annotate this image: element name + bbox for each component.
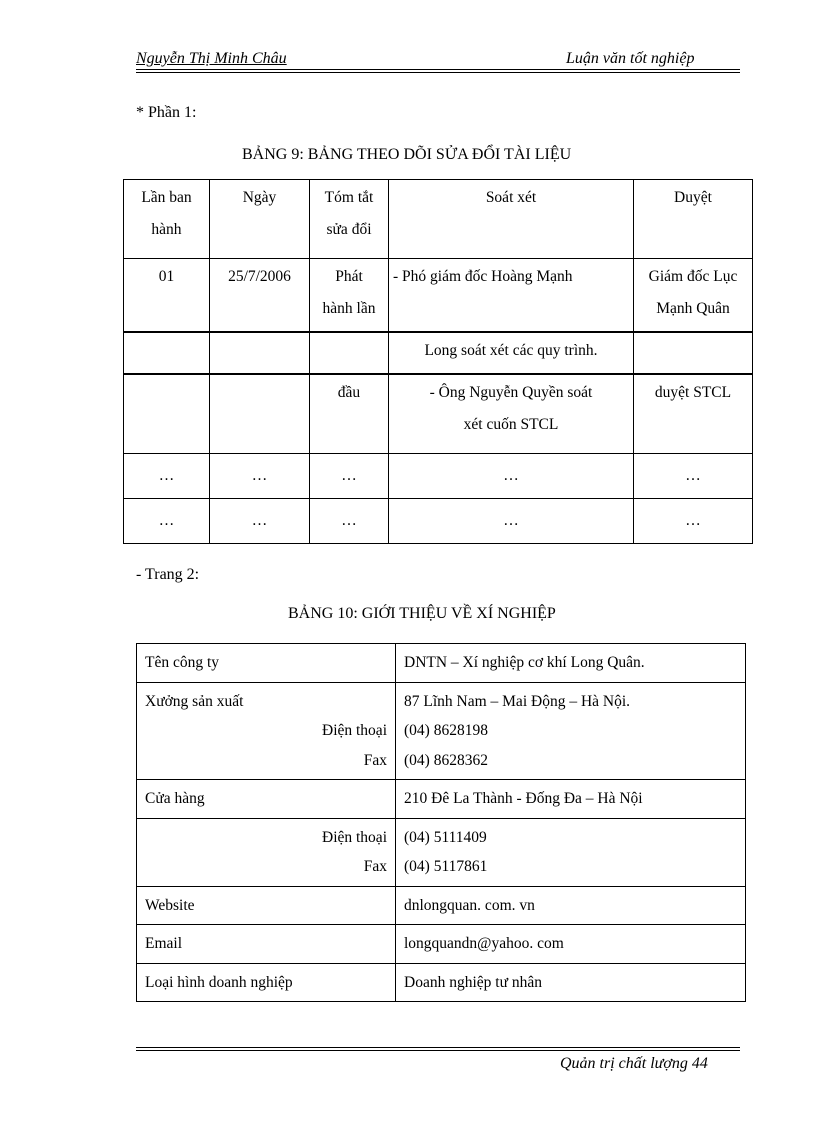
cell: Giám đốc Lục Mạnh Quân xyxy=(634,259,753,333)
table-row xyxy=(124,499,753,544)
business-type-value: Doanh nghiệp tư nhân xyxy=(396,963,746,1002)
table-row xyxy=(137,780,746,819)
cell: 25/7/2006 xyxy=(210,259,310,333)
header-approve: Duyệt xyxy=(634,180,753,259)
header-date: Ngày xyxy=(210,180,310,259)
table-10-title: BẢNG 10: GIỚI THIỆU VỀ XÍ NGHIỆP xyxy=(288,605,556,622)
store-contact-value-cell xyxy=(396,818,746,886)
table-row xyxy=(137,644,746,683)
table-header-row xyxy=(124,180,753,259)
table-row xyxy=(124,332,753,374)
table-row xyxy=(124,454,753,499)
cell: … xyxy=(310,454,389,499)
cell: - Phó giám đốc Hoàng Mạnh xyxy=(389,259,634,333)
business-type-label: Loại hình doanh nghiệp xyxy=(137,963,396,1002)
table-row xyxy=(124,374,753,454)
header-author: Nguyễn Thị Minh Châu xyxy=(136,50,287,67)
cell: … xyxy=(124,454,210,499)
workshop-value-cell xyxy=(396,682,746,780)
cell xyxy=(124,332,210,374)
store-fax-label: Fax xyxy=(363,858,387,875)
store-label: Cửa hàng xyxy=(137,780,396,819)
email-value: longquandn@yahoo. com xyxy=(396,925,746,964)
table-row xyxy=(137,886,746,925)
workshop-phone: (04) 8628198 xyxy=(404,722,488,739)
header-rule xyxy=(136,69,740,70)
cell: … xyxy=(634,499,753,544)
cell: Long soát xét các quy trình. xyxy=(389,332,634,374)
store-contact-label-cell xyxy=(137,818,396,886)
header-issue: Lần ban hành xyxy=(124,180,210,259)
table-row xyxy=(137,682,746,780)
footer-rule xyxy=(136,1050,740,1051)
table-row xyxy=(124,259,753,333)
store-phone: (04) 5111409 xyxy=(404,828,487,846)
website-label: Website xyxy=(137,886,396,925)
cell: … xyxy=(389,454,634,499)
cell xyxy=(210,374,310,454)
section-1-label: * Phần 1: xyxy=(136,104,197,121)
header-summary: Tóm tắt sửa đổi xyxy=(310,180,389,259)
footer-page-label: Quản trị chất lượng 44 xyxy=(560,1055,708,1072)
cell: Phát hành lần xyxy=(310,259,389,333)
store-address: 210 Đê La Thành - Đống Đa – Hà Nội xyxy=(396,780,746,819)
cell xyxy=(124,374,210,454)
email-label: Email xyxy=(137,925,396,964)
header-review: Soát xét xyxy=(389,180,634,259)
header-doc-type: Luận văn tốt nghiệp xyxy=(566,50,695,67)
workshop-fax: (04) 8628362 xyxy=(404,751,488,769)
cell: … xyxy=(210,499,310,544)
cell: duyệt STCL xyxy=(634,374,753,454)
workshop-fax-label: Fax xyxy=(363,751,387,769)
workshop-phone-label: Điện thoại xyxy=(322,722,387,739)
cell: … xyxy=(634,454,753,499)
section-2-label: - Trang 2: xyxy=(136,566,200,583)
cell: … xyxy=(310,499,389,544)
header-rule xyxy=(136,72,740,73)
table-9-title: BẢNG 9: BẢNG THEO DÕI SỬA ĐỔI TÀI LIỆU xyxy=(242,146,572,163)
cell xyxy=(634,332,753,374)
cell xyxy=(310,332,389,374)
footer-rule xyxy=(136,1047,740,1048)
revision-table xyxy=(123,179,753,544)
cell xyxy=(210,332,310,374)
table-row xyxy=(137,925,746,964)
cell: 01 xyxy=(124,259,210,333)
company-value: DNTN – Xí nghiệp cơ khí Long Quân. xyxy=(396,644,746,683)
cell: … xyxy=(210,454,310,499)
workshop-label: Xưởng sản xuất xyxy=(145,692,244,710)
workshop-address: 87 Lĩnh Nam – Mai Động – Hà Nội. xyxy=(404,692,631,710)
table-row xyxy=(137,818,746,886)
company-info-table xyxy=(136,643,746,1002)
store-fax: (04) 5117861 xyxy=(404,858,488,875)
cell: … xyxy=(124,499,210,544)
website-value: dnlongquan. com. vn xyxy=(396,886,746,925)
table-row xyxy=(137,963,746,1002)
cell: - Ông Nguyễn Quyền soát xét cuốn STCL xyxy=(389,374,634,454)
workshop-label-cell xyxy=(137,682,396,780)
cell: … xyxy=(389,499,634,544)
company-label: Tên công ty xyxy=(137,644,396,683)
store-phone-label: Điện thoại xyxy=(322,828,387,846)
cell: đầu xyxy=(310,374,389,454)
